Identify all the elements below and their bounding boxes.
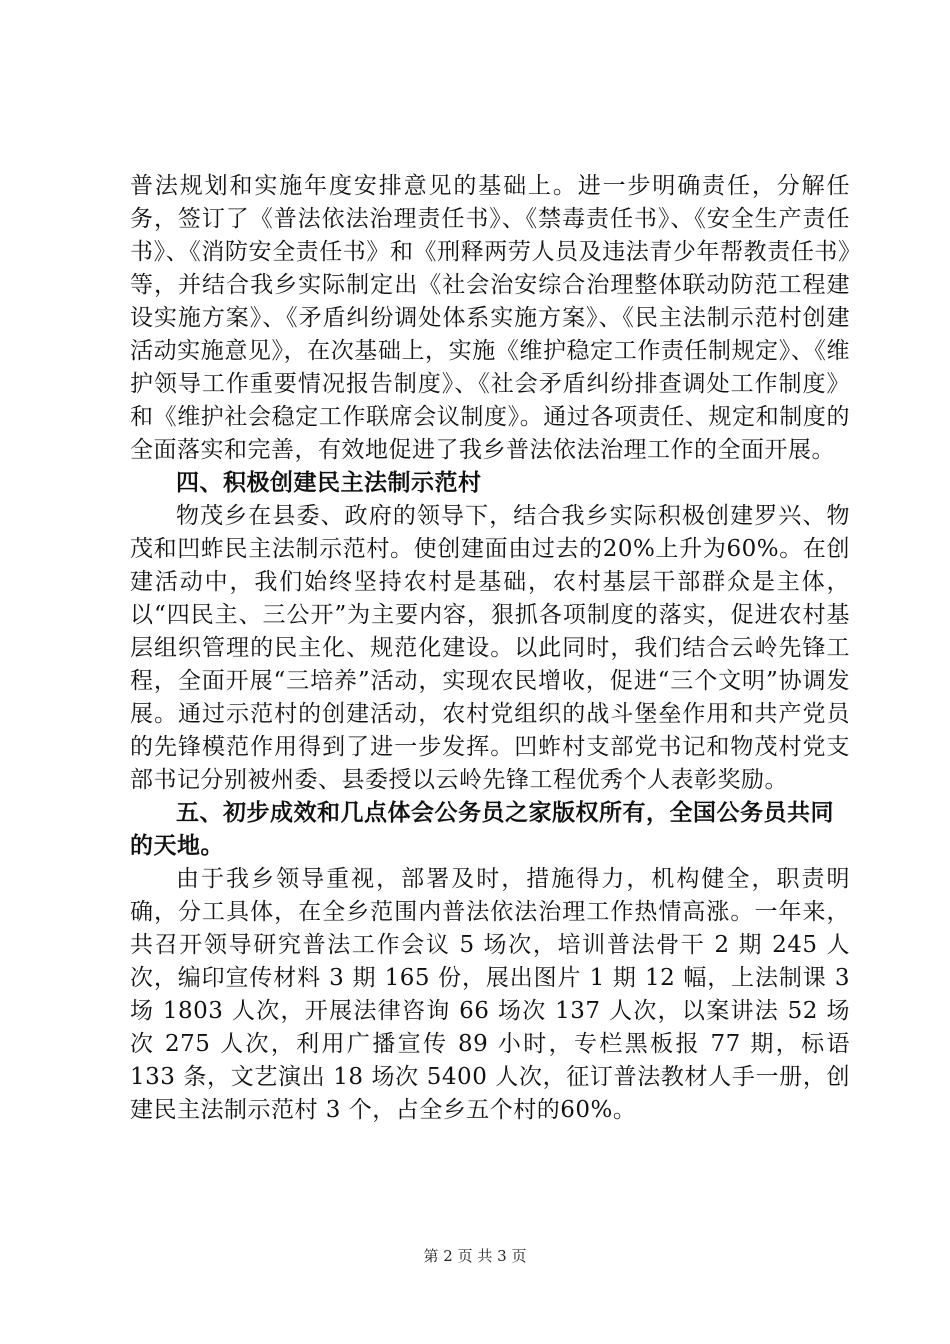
paragraph-demo-village: 物茂乡在县委、政府的领导下，结合我乡实际积极创建罗兴、物茂和凹蚱民主法制示范村。使创建面由过去的20%上升为60%。在创建活动中，我们始终坚持农村是基础，农村基层干部群众是主体，以“四民主、三公开”为主要内容，狠抓各项制度的落实，促进农村基层组织管理的民主化、规范化建设。以此同时，我们结合云岭先锋工程，全面开展“三培养”活动，实现农民增收，促进“三个文明”协调发展。通过示范村的创建活动，农村党组织的战斗堡垒作用和共产党员的先锋模范作用得到了进一步发挥。凹蚱村支部党书记和物茂村党支部书记分别被州委、县委授以云岭先锋工程优秀个人表彰奖励。 [130,503,850,793]
paragraph-results: 由于我乡领导重视，部署及时，措施得力，机构健全，职责明确，分工具体，在全乡范围内普法依法治理工作热情高涨。一年来，共召开领导研究普法工作会议 5 场次，培训普法骨干 2 期 245 人次，编印宣传材料 3 期 165 份，展出图片 1 期 12 幅，上法制课 3 场 1803 人次，开展法律咨询 66 场次 137 人次，以案讲法 52 场次 275 人次，利用广播宣传 89 小时，专栏黑板报 77 期，标语 133 条，文艺演出 18 场次 5400 人次，征订普法教材人手一册，创建民主法制示范村 3 个，占全乡五个村的60%。 [130,866,850,1123]
page-number-footer: 第 2 页 共 3 页 [423,1247,527,1265]
section-heading-4: 四、积极创建民主法制示范村 [176,470,482,496]
document-body [130,170,850,1127]
paragraph-responsibility: 普法规划和实施年度安排意见的基础上。进一步明确责任，分解任务，签订了《普法依法治理责任书》、《禁毒责任书》、《安全生产责任书》、《消防安全责任书》和《刑释两劳人员及违法青少年帮教责任书》等，并结合我乡实际制定出《社会治安综合治理整体联动防范工程建设实施方案》、《矛盾纠纷调处体系实施方案》、《民主法制示范村创建活动实施意见》，在次基础上，实施《维护稳定工作责任制规定》、《维护领导工作重要情况报告制度》、《社会矛盾纠纷排查调处工作制度》和《维护社会稳定工作联席会议制度》。通过各项责任、规定和制度的全面落实和完善，有效地促进了我乡普法依法治理工作的全面开展。 [130,173,850,463]
section-heading-5: 五、初步成效和几点体会公务员之家版权所有，全国公务员共同的天地。 [130,800,834,859]
